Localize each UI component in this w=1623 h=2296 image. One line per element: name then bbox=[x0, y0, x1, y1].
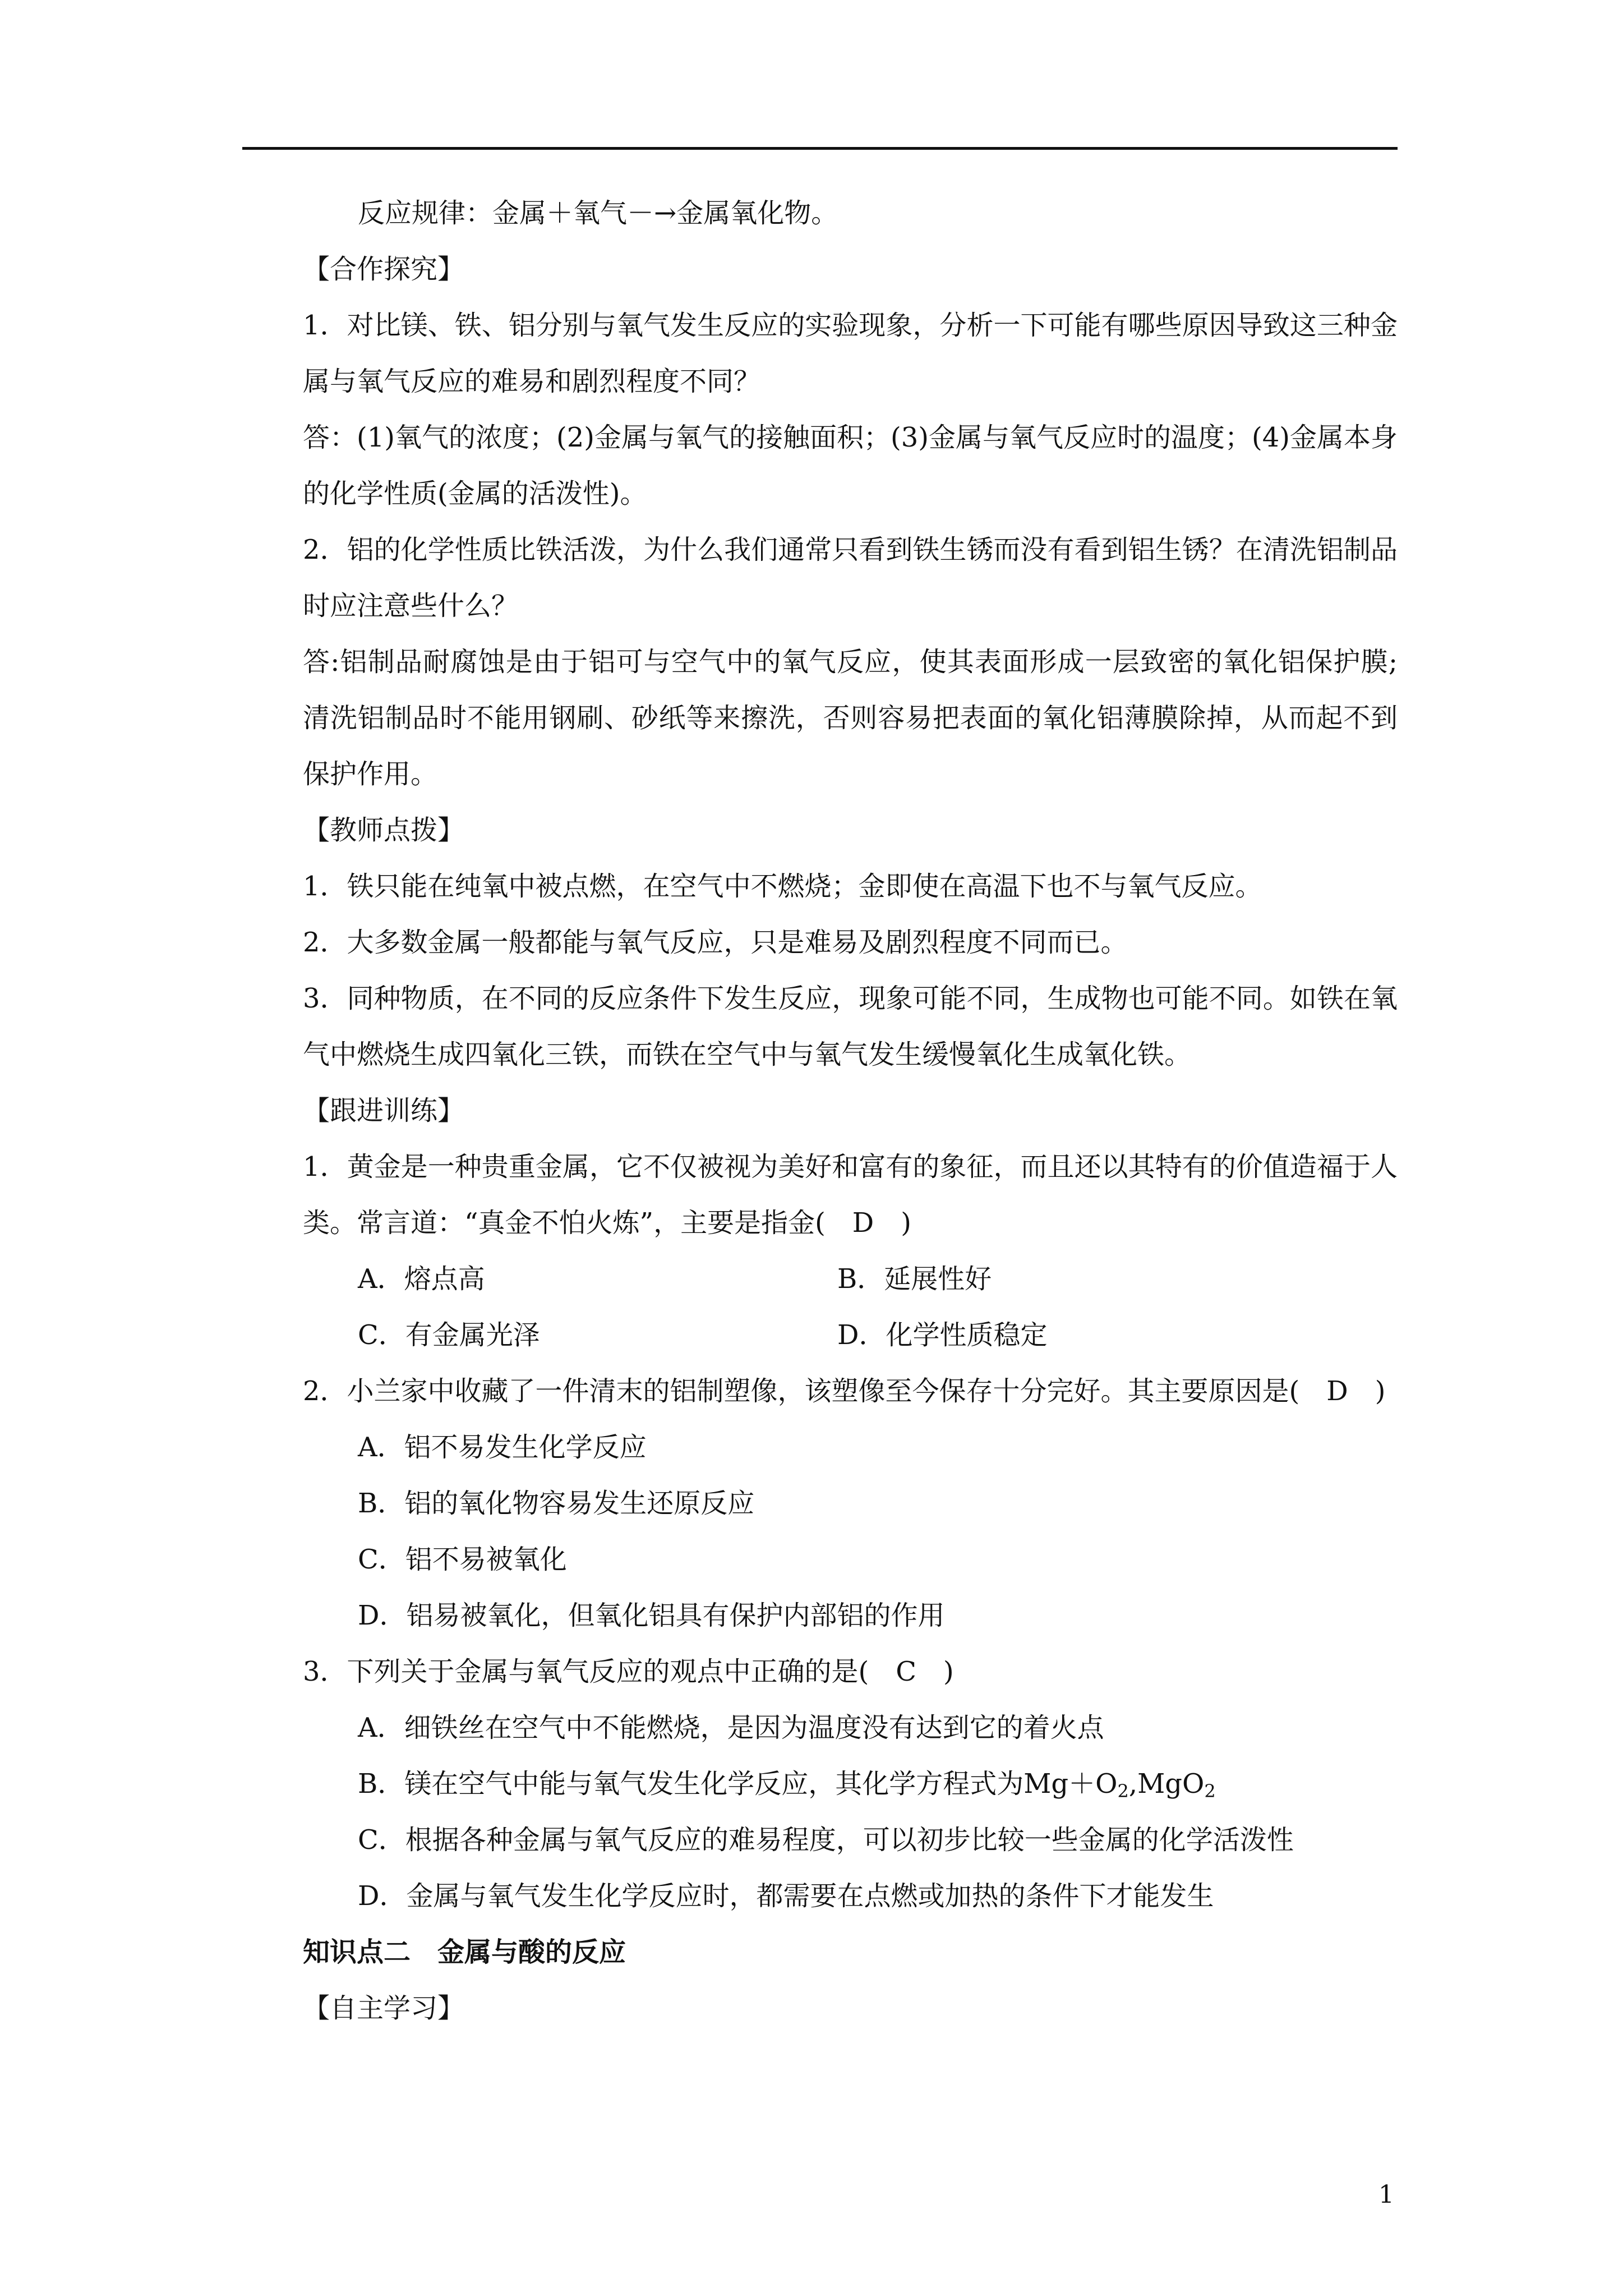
page-number: 1 bbox=[1378, 2180, 1394, 2209]
practice-heading: 【跟进训练】 bbox=[303, 1095, 465, 1126]
practice-1-option-a: A．熔点高 bbox=[358, 1263, 485, 1295]
practice-2-option-c: C．铝不易被氧化 bbox=[358, 1544, 567, 1575]
question-2: 2．铝的化学性质比铁活泼，为什么我们通常只看到铁生锈而没有看到铝生锈？在清洗铝制品时应注意些什么？ bbox=[303, 534, 1398, 622]
answer-1: 答：(1)氧气的浓度；(2)金属与氧气的接触面积；(3)金属与氧气反应时的温度；(4)金属本身的化学性质(金属的活泼性)。 bbox=[303, 422, 1398, 509]
section-2-title: 知识点二 金属与酸的反应 bbox=[303, 1936, 626, 1968]
practice-3-option-c: C．根据各种金属与氧气反应的难易程度，可以初步比较一些金属的化学活泼性 bbox=[358, 1824, 1294, 1856]
teacher-guidance-heading: 【教师点拨】 bbox=[303, 815, 465, 846]
oxygen-subscript: 2 bbox=[1117, 1780, 1129, 1802]
practice-1-options-row-2 bbox=[247, 1307, 1398, 1363]
page-content bbox=[247, 185, 1398, 2036]
practice-3-option-d: D．金属与氧气发生化学反应时，都需要在点燃或加热的条件下才能发生 bbox=[358, 1880, 1214, 1912]
mgo2-subscript: 2 bbox=[1204, 1780, 1216, 1802]
practice-2-option-b: B．铝的氧化物容易发生还原反应 bbox=[358, 1488, 755, 1519]
practice-question-3: 3．下列关于金属与氧气反应的观点中正确的是( C ) bbox=[303, 1656, 954, 1687]
practice-1-option-c: C．有金属光泽 bbox=[358, 1319, 540, 1351]
practice-1-option-b: B．延展性好 bbox=[837, 1263, 992, 1295]
practice-2-option-a: A．铝不易发生化学反应 bbox=[358, 1432, 647, 1463]
practice-3-option-b-text: B．镁在空气中能与氧气发生化学反应，其化学方程式为Mg＋O bbox=[358, 1768, 1118, 1800]
reaction-rule-line: 反应规律：金属＋氧气－→金属氧化物。 bbox=[358, 197, 838, 229]
header-rule bbox=[242, 147, 1398, 150]
practice-3-option-b-product: ,MgO bbox=[1128, 1768, 1205, 1800]
practice-3-option-a: A．细铁丝在空气中不能燃烧，是因为温度没有达到它的着火点 bbox=[358, 1712, 1104, 1743]
teacher-point-3: 3．同种物质，在不同的反应条件下发生反应，现象可能不同，生成物也可能不同。如铁在氧气中燃烧生成四氧化三铁，而铁在空气中与氧气发生缓慢氧化生成氧化铁。 bbox=[303, 983, 1398, 1070]
practice-question-1: 1．黄金是一种贵重金属，它不仅被视为美好和富有的象征，而且还以其特有的价值造福于人类。常言道：“真金不怕火炼”，主要是指金( D ) bbox=[303, 1151, 1398, 1239]
practice-question-2: 2．小兰家中收藏了一件清末的铝制塑像，该塑像至今保存十分完好。其主要原因是( D ) bbox=[303, 1375, 1386, 1407]
practice-3-option-b bbox=[247, 1756, 1398, 1812]
practice-2-option-d: D．铝易被氧化，但氧化铝具有保护内部铝的作用 bbox=[358, 1600, 945, 1631]
practice-1-option-d: D．化学性质稳定 bbox=[837, 1319, 1048, 1351]
practice-1-options-row-1 bbox=[247, 1251, 1398, 1307]
self-study-heading: 【自主学习】 bbox=[303, 1993, 465, 2024]
question-1: 1．对比镁、铁、铝分别与氧气发生反应的实验现象，分析一下可能有哪些原因导致这三种金属与氧气反应的难易和剧烈程度不同？ bbox=[303, 310, 1398, 397]
teacher-point-2: 2．大多数金属一般都能与氧气反应，只是难易及剧烈程度不同而已。 bbox=[303, 927, 1128, 958]
cooperative-inquiry-heading: 【合作探究】 bbox=[303, 254, 465, 285]
answer-2: 答:铝制品耐腐蚀是由于铝可与空气中的氧气反应，使其表面形成一层致密的氧化铝保护膜;清洗铝制品时不能用钢刷、砂纸等来擦洗，否则容易把表面的氧化铝薄膜除掉，从而起不到保护作用。 bbox=[303, 646, 1398, 790]
teacher-point-1: 1．铁只能在纯氧中被点燃，在空气中不燃烧；金即使在高温下也不与氧气反应。 bbox=[303, 871, 1262, 902]
